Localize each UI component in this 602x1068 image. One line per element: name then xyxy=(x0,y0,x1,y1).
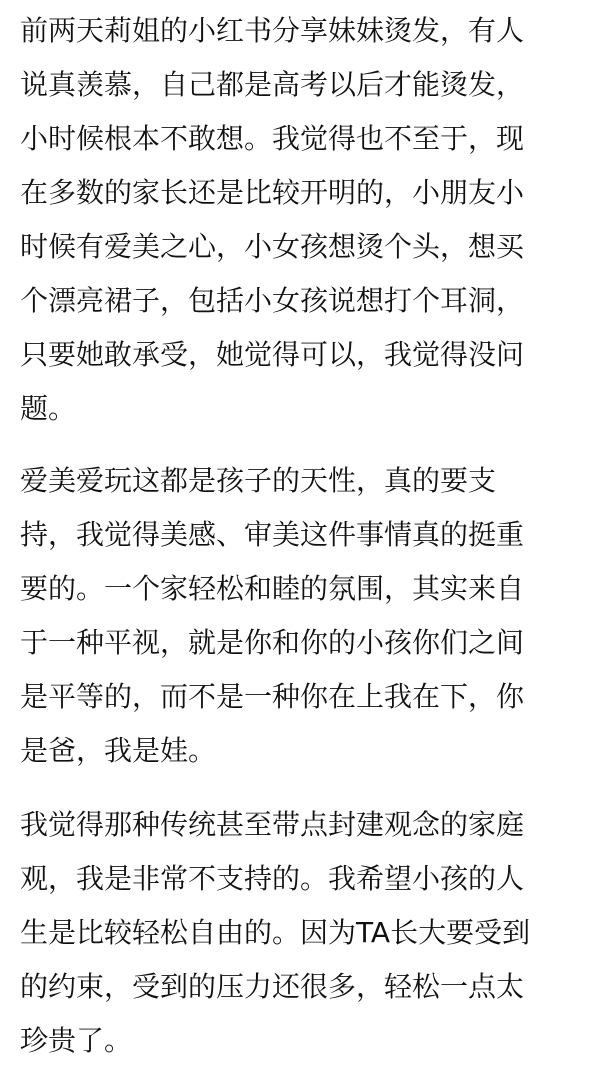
text-line: 时候有爱美之心，小女孩想烫个头，想买 xyxy=(20,230,525,263)
text-line: 在多数的家长还是比较开明的，小朋友小 xyxy=(20,176,525,209)
paragraph-3 xyxy=(20,798,596,1068)
text-line: 个漂亮裙子，包括小女孩说想打个耳洞， xyxy=(20,284,525,317)
text-line: 是平等的，而不是一种你在上我在下，你 xyxy=(20,680,525,713)
text-line: 前两天莉姐的小红书分享妹妹烫发，有人 xyxy=(20,14,525,47)
text-line: 持，我觉得美感、审美这件事情真的挺重 xyxy=(20,518,525,551)
paragraph-2 xyxy=(20,454,596,778)
text-line: 的约束，受到的压力还很多，轻松一点太 xyxy=(20,970,525,1003)
text-line: 说真羡慕，自己都是高考以后才能烫发， xyxy=(20,68,525,101)
text-line: 只要她敢承受，她觉得可以，我觉得没问 xyxy=(20,338,525,371)
text-line: 题。 xyxy=(20,392,77,425)
text-line: 是爸，我是娃。 xyxy=(20,734,217,767)
text-line: 珍贵了。 xyxy=(20,1024,133,1057)
text-line: 观，我是非常不支持的。我希望小孩的人 xyxy=(20,862,525,895)
text-line: 生是比较轻松自由的。因为TA长大要受到 xyxy=(20,916,531,949)
paragraph-1 xyxy=(20,4,596,436)
text-line: 爱美爱玩这都是孩子的天性，真的要支 xyxy=(20,464,497,497)
text-line: 于一种平视，就是你和你的小孩你们之间 xyxy=(20,626,525,659)
text-line: 我觉得那种传统甚至带点封建观念的家庭 xyxy=(20,808,525,841)
text-line: 要的。一个家轻松和睦的氛围，其实来自 xyxy=(20,572,525,605)
text-line: 小时候根本不敢想。我觉得也不至于，现 xyxy=(20,122,525,155)
